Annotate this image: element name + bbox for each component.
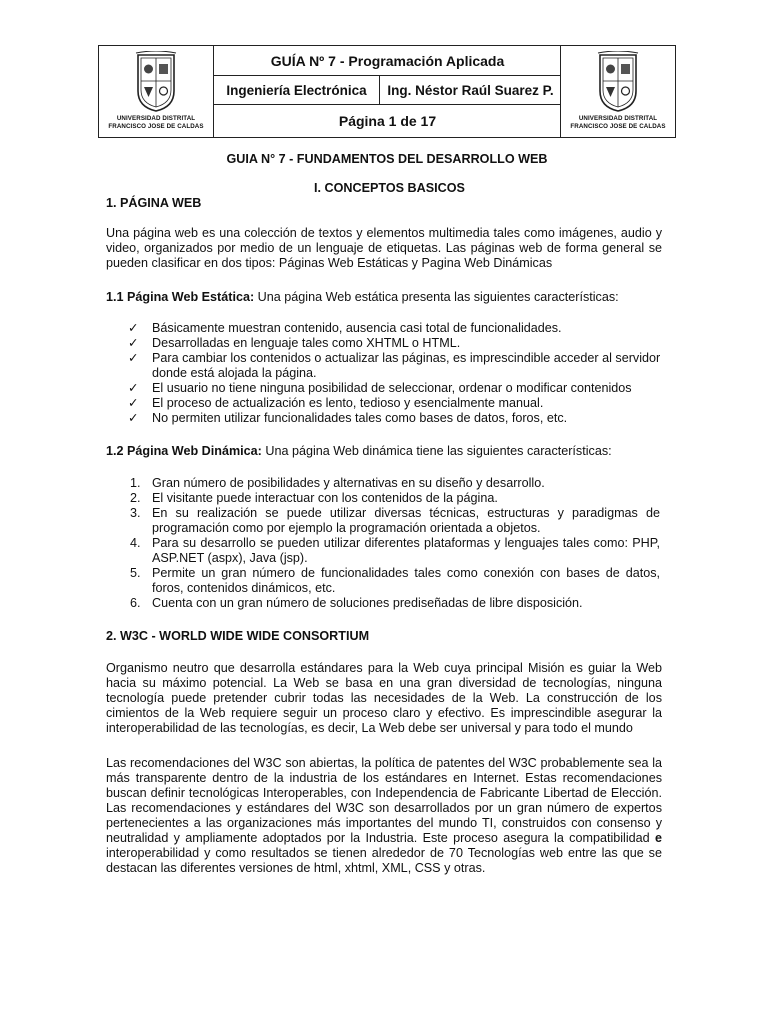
logo-text-line2: FRANCISCO JOSE DE CALDAS <box>570 123 666 130</box>
header-guide-title: GUÍA Nº 7 - Programación Aplicada <box>214 46 561 76</box>
checkmark-icon: ✓ <box>128 381 139 395</box>
logo-text-line1: UNIVERSIDAD DISTRITAL <box>578 115 658 122</box>
section-heading-1: 1. PÁGINA WEB <box>106 196 202 210</box>
header-program: Ingeniería Electrónica <box>214 76 380 105</box>
checkmark-icon: ✓ <box>128 351 139 365</box>
paragraph-w3c-2-part2: interoperabilidad y como resultados se tienen alrededor de 70 Tecnologías web entre las que se destacan las diferentes versiones de html, xhtml, XML, CSS y otras. <box>106 846 662 875</box>
header-logo-right-cell <box>560 46 675 137</box>
list-item-text: Permite un gran número de funcionalidades tales como conexión con bases de datos, foros, contenidos dinámicos, etc. <box>152 566 660 595</box>
paragraph-w3c-2 <box>106 756 662 876</box>
university-crest-icon <box>134 51 178 113</box>
checkmark-icon: ✓ <box>128 411 139 425</box>
logo-text-line1: UNIVERSIDAD DISTRITAL <box>116 115 196 122</box>
checkmark-icon: ✓ <box>128 396 139 410</box>
subsection-1-2-label: 1.2 Página Web Dinámica: <box>106 444 262 458</box>
document-title: GUIA N° 7 - FUNDAMENTOS DEL DESARROLLO WEB <box>226 152 548 166</box>
university-crest-icon <box>596 51 640 113</box>
list-item-text: El proceso de actualización es lento, tedioso y esencialmente manual. <box>152 396 544 410</box>
list-item-text: Desarrolladas en lenguaje tales como XHTML o HTML. <box>152 336 461 350</box>
list-item-text: No permiten utilizar funcionalidades tales como bases de datos, foros, etc. <box>152 411 568 425</box>
subsection-1-1-text: Una página Web estática presenta las siguientes características: <box>254 290 619 304</box>
header-table <box>98 45 676 138</box>
logo-text-line2: FRANCISCO JOSE DE CALDAS <box>108 123 204 130</box>
paragraph-w3c-1: Organismo neutro que desarrolla estándares para la Web cuya principal Misión es guiar la Web hacia su máximo potencial. La Web se basa en una gran diversidad de tecnologías, ninguna tecnología puede pretender cubrir todas las necesidades de la Web. La construcción de los cimientos de la Web requiere seguir un proceso claro y efectivo. Es imprescindible asegurar la interoperabilidad de las tecnologías, es decir, La Web debe ser universal y para todo el mundo <box>106 661 662 735</box>
subsection-1-1 <box>106 290 666 305</box>
header-logo-left-cell <box>99 46 214 137</box>
checkmark-icon: ✓ <box>128 336 139 350</box>
university-logo <box>99 46 213 137</box>
list-item-text: El visitante puede interactuar con los contenidos de la página. <box>152 491 498 505</box>
checkmark-icon: ✓ <box>128 321 139 335</box>
paragraph-w3c-2-bold: e <box>654 831 662 845</box>
university-logo <box>561 46 675 137</box>
paragraph-web-page: Una página web es una colección de textos y elementos multimedia tales como imágenes, audio y video, organizados por medio de un lenguaje de etiquetas. Las páginas web de forma general se pueden clasificar en dos tipos: Páginas Web Estáticas y Pagina Web Dinámicas <box>106 226 662 270</box>
list-item-text: Cuenta con un gran número de soluciones prediseñadas de libre disposición. <box>152 596 583 610</box>
section-heading-i: I. CONCEPTOS BASICOS <box>314 181 465 195</box>
list-item-text: Para su desarrollo se pueden utilizar diferentes plataformas y lenguajes tales como: PHP, ASP.NET (aspx), Java (jsp). <box>152 536 660 565</box>
list-item-text: Para cambiar los contenidos o actualizar las páginas, es imprescindible acceder al servidor donde está alojada la página. <box>152 351 661 380</box>
header-info-row <box>214 76 561 105</box>
header-page-number: Página 1 de 17 <box>338 113 437 129</box>
header-center <box>214 46 561 137</box>
section-heading-2: 2. W3C - WORLD WIDE WIDE CONSORTIUM <box>106 629 370 643</box>
header-author: Ing. Néstor Raúl Suarez P. <box>387 83 554 98</box>
subsection-1-2-text: Una página Web dinámica tiene las siguientes características: <box>261 444 612 458</box>
list-item-text: En su realización se puede utilizar diversas técnicas, estructuras y paradigmas de programación como por ejemplo la programación orientada a objetos. <box>152 506 660 535</box>
list-item-text: Básicamente muestran contenido, ausencia casi total de funcionalidades. <box>152 321 562 335</box>
subsection-1-2 <box>106 444 666 459</box>
list-item-text: Gran número de posibilidades y alternativas en su diseño y desarrollo. <box>152 476 545 490</box>
list-item-text: El usuario no tiene ninguna posibilidad de seleccionar, ordenar o modificar contenidos <box>152 381 632 395</box>
paragraph-w3c-2-part1: Las recomendaciones del W3C son abiertas, la política de patentes del W3C probablemente sea la más transparente dentro de la industria de los estándares en Internet. Estas recomendaciones buscan definir tecnológicas Interoperables, con Independencia de Fabricante Libertad de Elección. Las recomendaciones y estándares del W3C son desarrollados por un gran número de expertos pertenecientes a las organizaciones más importantes del mundo TI, construidos con consenso y neutralidad y ampliamente adoptados por la Industria. Este proceso asegura la compatibilidad <box>106 756 662 845</box>
document-page: UNIVERSIDAD DISTRITAL FRANCISCO JOSE DE CALDAS GUÍA Nº 7 - Programación Aplicada Ingeniería Electrónica Ing. Néstor Raúl Suarez P. Página 1 de 17 UNIVERSIDAD DISTRITAL FRANCISCO JOSE DE CALDAS GUIA N° 7 - FUNDAMENTOS DEL DESARROLLO WEB I. CONCEPTOS BASICOS 1. PÁGINA WEB Una página web es una colección de textos y elementos multimedia tales como imágenes, audio y video, organizados por medio de un lenguaje de etiquetas. Las páginas web de forma general se pueden clasificar en dos tipos: Páginas Web Estáticas y Pagina Web Dinámicas 1.1 Página Web Estática: Una página Web estática presenta las siguientes características: ✓ Básicamente muestran contenido, ausencia casi total de funcionalidades. ✓ Desarrolladas en lenguaje tales como XHTML o HTML. ✓ Para cambiar los contenidos o actualizar las páginas, es imprescindible acceder al servidor donde está alojada la página. ✓ El usuario no tiene ninguna posibilidad de seleccionar, ordenar o modificar contenidos ✓ El proceso de actualización es lento, tedioso y esencialmente manual. ✓ No permiten utilizar funcionalidades tales como bases de datos, foros, etc. 1.2 Página Web Dinámica: Una página Web dinámica tiene las siguientes características: 1. Gran número de posibilidades y alternativas en su diseño y desarrollo. 2. El visitante puede interactuar con los contenidos de la página. 3. En su realización se puede utilizar diversas técnicas, estructuras y paradigmas de programación como por ejemplo la programación orientada a objetos. 4. Para su desarrollo se pueden utilizar diferentes plataformas y lenguajes tales como: PHP, ASP.NET (aspx), Java (jsp). 5. Permite un gran número de funcionalidades tales como conexión con bases de datos, foros, contenidos dinámicos, etc. 6. Cuenta con un gran número de soluciones prediseñadas de libre disposición. 2. W3C - WORLD WIDE WIDE CONSORTIUM Organismo neutro que desarrolla estándares para la Web cuya principal Misión es guiar la Web hacia su máximo potencial. La Web se basa en una gran diversidad de tecnologías, ninguna tecnología puede pretender cubrir todas las necesidades de la Web. La construcción de los cimientos de la Web requiere seguir un proceso claro y efectivo. Es imprescindible asegurar la interoperabilidad de las tecnologías, es decir, La Web debe ser universal y para todo el mundo Las recomendaciones del W3C son abiertas, la política de patentes del W3C probablemente sea la más transparente dentro de la industria de los estándares en Internet. Estas recomendaciones buscan definir tecnológicas Interoperables, con Independencia de Fabricante Libertad de Elección. Las recomendaciones y estándares del W3C son desarrollados por un gran número de expertos pertenecientes a las organizaciones más importantes del mundo TI, construidos con consenso y neutralidad y ampliamente adoptados por la Industria. Este proceso asegura la compatibilidad e interoperabilidad y como resultados se tienen alrededor de 70 Tecnologías web entre las que se destacan las diferentes versiones de html, xhtml, XML, CSS y otras. <box>0 0 768 1024</box>
subsection-1-1-label: 1.1 Página Web Estática: <box>106 290 255 304</box>
